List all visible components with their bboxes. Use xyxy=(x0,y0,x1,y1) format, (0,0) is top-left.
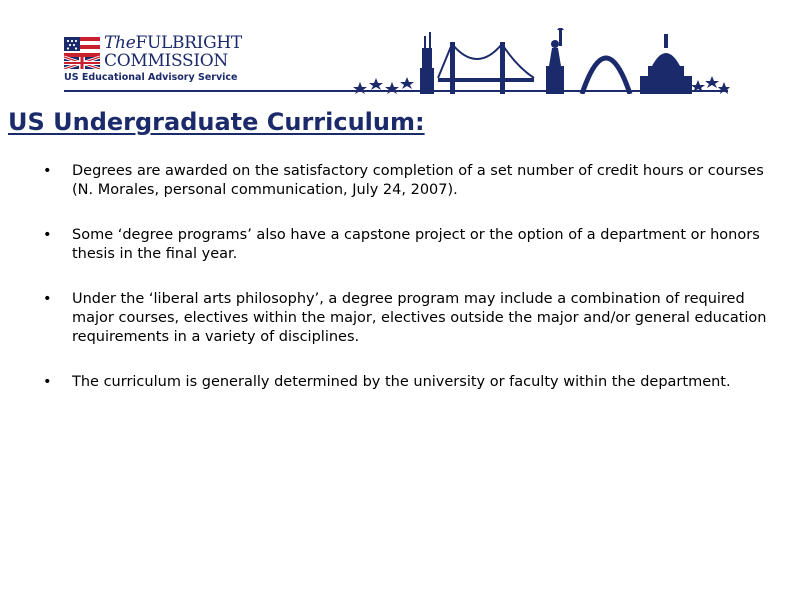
us-landmarks-skyline-icon xyxy=(350,28,730,94)
us-uk-flag-icon xyxy=(64,37,100,69)
bullet-text: The curriculum is generally determined by the university or faculty within the department. xyxy=(72,374,731,390)
fulbright-logo xyxy=(64,33,246,89)
bullet-dot: • xyxy=(43,163,52,179)
logo-fulbright: FULBRIGHT xyxy=(135,33,242,53)
logo-line-1 xyxy=(104,33,242,53)
logo-commission: COMMISSION xyxy=(104,51,228,71)
bullet-item xyxy=(40,290,770,347)
bullet-text: Under the ‘liberal arts philosophy’, a degree program may include a combination of required major courses, electives within the major, electives outside the major and/or general education requirements in a variety of disciplines. xyxy=(72,291,767,345)
bullet-dot: • xyxy=(43,291,52,307)
bullet-item xyxy=(40,373,770,392)
header-divider xyxy=(64,90,728,92)
logo-the: The xyxy=(104,33,136,53)
bullet-list xyxy=(40,162,770,418)
bullet-item xyxy=(40,162,770,200)
bullet-dot: • xyxy=(43,227,52,243)
logo-subtitle: US Educational Advisory Service xyxy=(64,72,238,83)
slide-title: US Undergraduate Curriculum: xyxy=(8,108,425,136)
bullet-text: Degrees are awarded on the satisfactory completion of a set number of credit hours or courses (N. Morales, personal communication, July 24, 2007). xyxy=(72,163,764,198)
bullet-item xyxy=(40,226,770,264)
bullet-dot: • xyxy=(43,374,52,390)
bullet-text: Some ‘degree programs’ also have a capstone project or the option of a department or honors thesis in the final year. xyxy=(72,227,760,262)
